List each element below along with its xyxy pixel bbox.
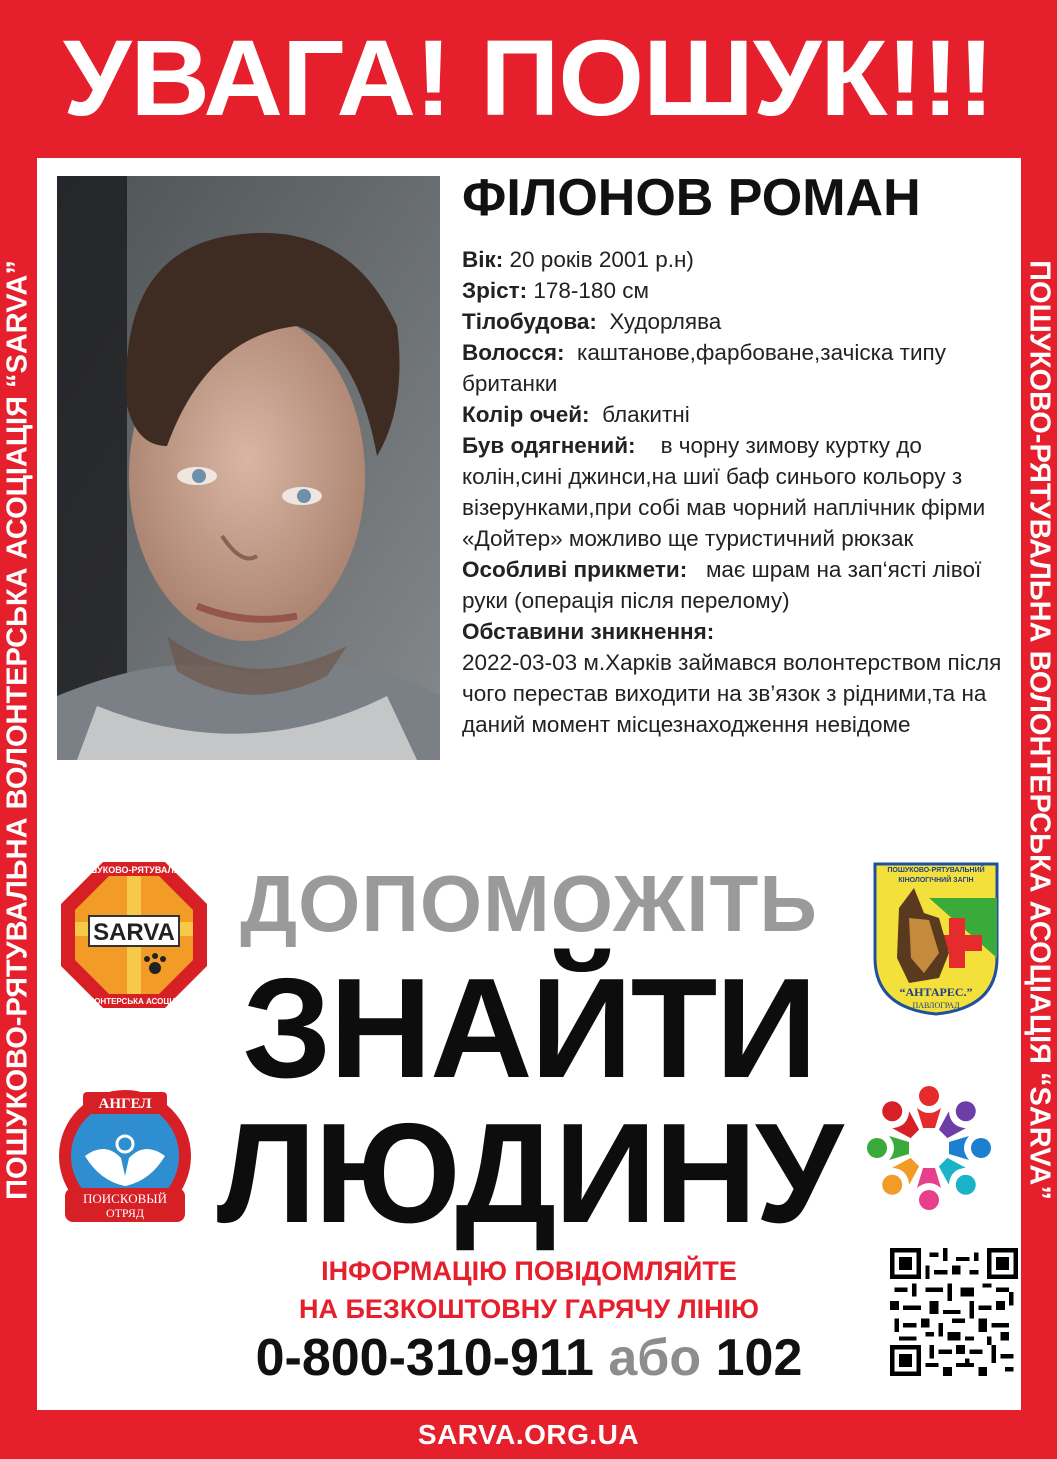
eyes-label: Колір очей: — [462, 402, 590, 427]
sarva-logo-name: SARVA — [93, 919, 175, 946]
eyes-row — [462, 399, 1007, 430]
angel-logo-top: АНГЕЛ — [98, 1096, 152, 1112]
build-label: Тілобудова: — [462, 309, 597, 334]
clothes-label: Був одягнений: — [462, 433, 636, 458]
footer — [0, 1410, 1057, 1459]
help-find: ЗНАЙТИ — [242, 949, 816, 1108]
hair-row — [462, 337, 1007, 399]
marks-row — [462, 554, 1007, 616]
alert-title: УВАГА! ПОШУК!!! — [63, 17, 994, 138]
sarva-logo-top: ПОШУКОВО-РЯТУВАЛЬНА — [74, 865, 194, 875]
hotline-alt-number[interactable]: 102 — [715, 1329, 803, 1387]
clothes-value: в чорну зимову куртку до колін,сині джинси,на шиї баф синього кольору з візерунками,при собі мав чорний наплічник фірми «Дойтер» можливо ще туристичний рюкзак — [462, 433, 986, 551]
age-label: Вік: — [462, 247, 504, 272]
poster-panel — [37, 158, 1021, 1410]
hair-label: Волосся: — [462, 340, 565, 365]
hotline-number[interactable]: 0-800-310-911 — [255, 1329, 594, 1387]
antares-logo-city: ПАВЛОГРАД — [912, 1001, 960, 1010]
report-line-2: НА БЕЗКОШТОВНУ ГАРЯЧУ ЛІНІЮ — [299, 1294, 759, 1324]
hotline — [37, 1328, 1021, 1388]
age-row — [462, 244, 1007, 275]
clothes-row — [462, 430, 1007, 554]
hair-value: каштанове,фарбоване,зачіска типу британки — [462, 340, 946, 396]
hotline-or: або — [608, 1329, 702, 1387]
website-link[interactable]: SARVA.ORG.UA — [417, 1418, 640, 1450]
build-row — [462, 306, 1007, 337]
sarva-logo — [59, 860, 209, 1015]
marks-value: має шрам на зап‘ясті лівої руки (операція після перелому) — [462, 557, 982, 613]
eyes-value: блакитні — [602, 402, 690, 427]
side-text-right: ПОШУКОВО-РЯТУВАЛЬНА ВОЛОНТЕРСЬКА АСОЦІАЦІЯ “SARVA” — [1023, 260, 1056, 1200]
height-label: Зріст: — [462, 278, 528, 303]
report-line-1: ІНФОРМАЦІЮ ПОВІДОМЛЯЙТЕ — [321, 1256, 737, 1286]
antares-logo — [869, 858, 1003, 1023]
height-row — [462, 275, 1007, 306]
angel-logo — [55, 1086, 195, 1231]
qr-code[interactable] — [890, 1248, 1018, 1376]
angel-logo-bottom1: ПОИСКОВЫЙ — [83, 1191, 167, 1206]
height-value: 178-180 см — [533, 278, 649, 303]
help-person: ЛЮДИНУ — [216, 1094, 842, 1253]
marks-label: Особливі прикмети: — [462, 557, 688, 582]
circumstances-row — [462, 616, 1007, 740]
header-banner — [0, 0, 1057, 155]
angel-logo-bottom2: ОТРЯД — [105, 1206, 145, 1220]
community-circle-logo — [859, 1078, 999, 1223]
antares-logo-name: “АНТАРЕС.” — [899, 985, 973, 999]
help-heading: ДОПОМОЖІТЬ — [240, 859, 818, 948]
antares-logo-top1: ПОШУКОВО-РЯТУВАЛЬНИЙ — [887, 867, 985, 874]
age-value: 20 років 2001 р.н) — [509, 247, 694, 272]
build-value: Худорлява — [609, 309, 722, 334]
circumstances-value: 2022-03-03 м.Харків займався волонтерством після чого перестав виходити на зв’язок з рідними,та на даний момент місцезнаходження невідоме — [462, 650, 1002, 737]
side-text-left: ПОШУКОВО-РЯТУВАЛЬНА ВОЛОНТЕРСЬКА АСОЦІАЦІЯ “SARVA” — [1, 260, 34, 1200]
circumstances-label: Обставини зникнення: — [462, 619, 715, 644]
person-details — [462, 244, 1007, 740]
person-name: ФІЛОНОВ РОМАН — [462, 169, 921, 227]
sarva-logo-bottom: ВОЛОНТЕРСЬКА АСОЦІАЦІЯ — [76, 997, 192, 1006]
antares-logo-top2: КІНОЛОГІЧНИЙ ЗАГІН — [898, 877, 974, 884]
missing-person-photo — [57, 176, 440, 760]
